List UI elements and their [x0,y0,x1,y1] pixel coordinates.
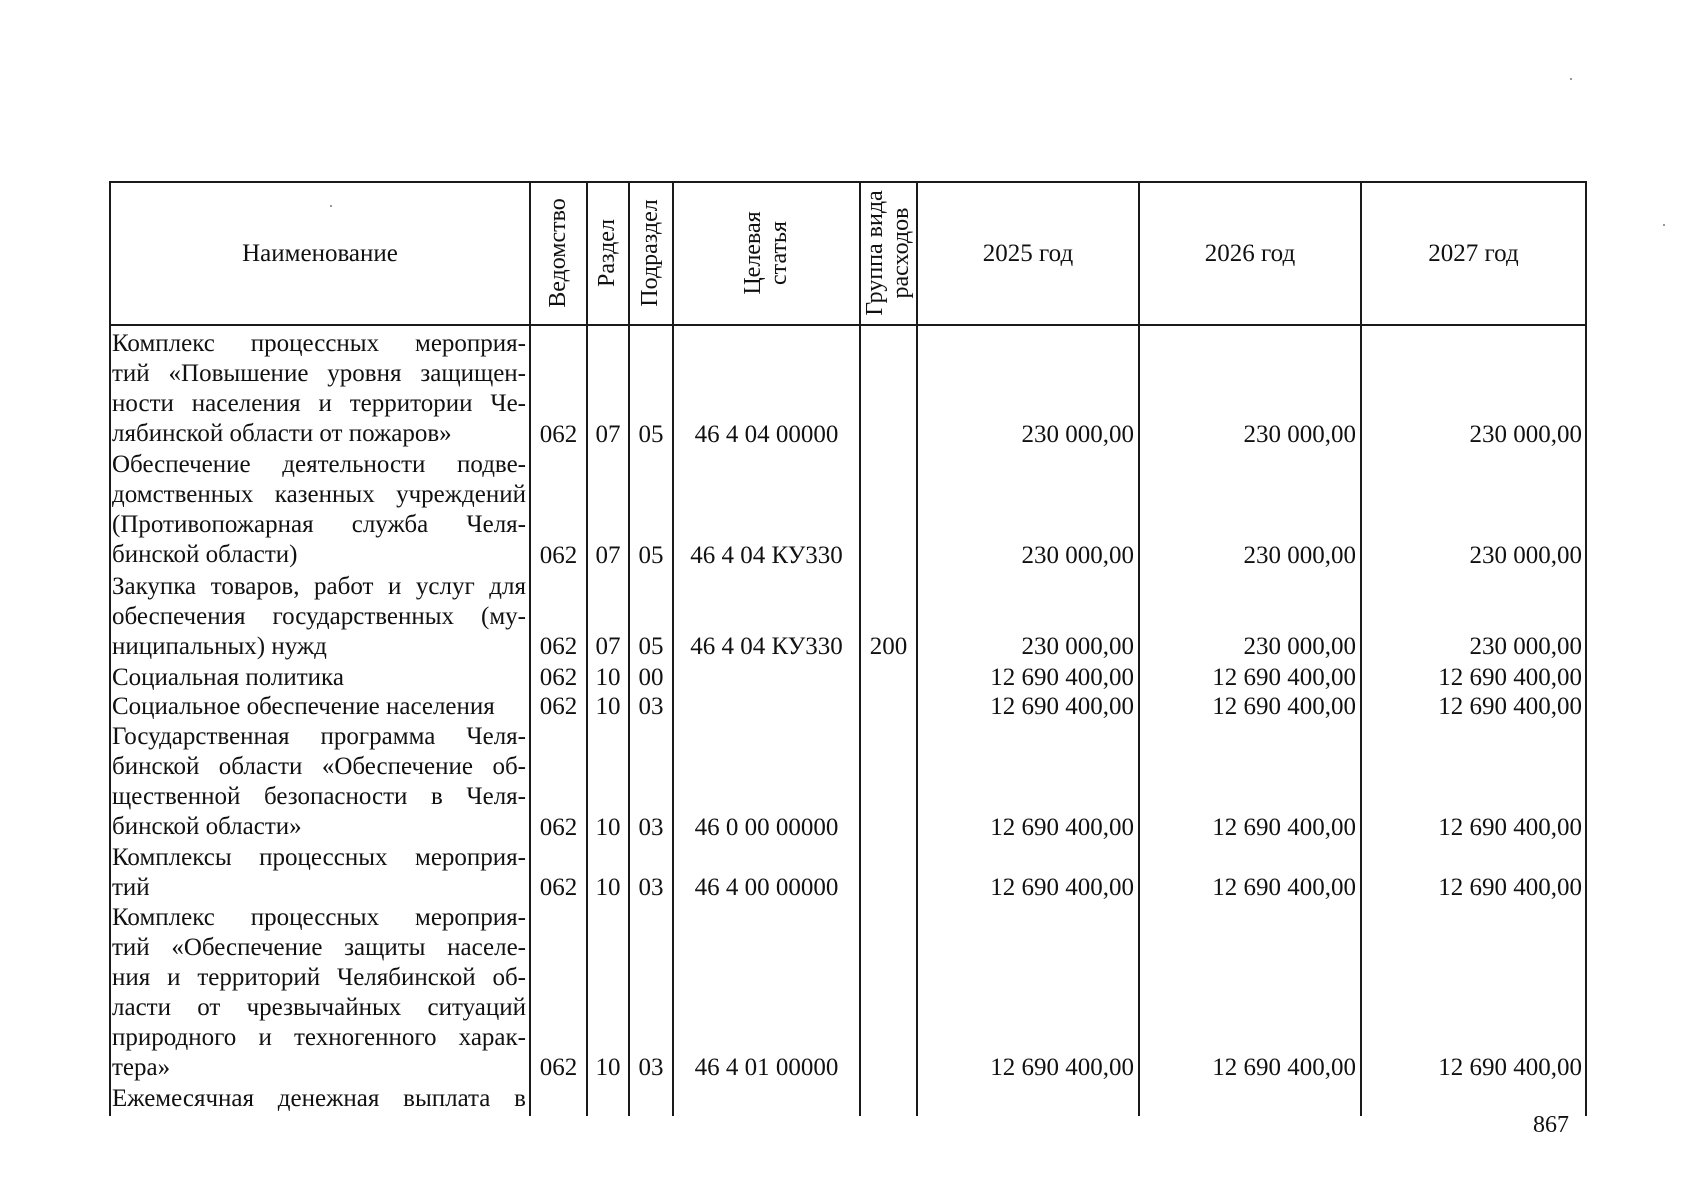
row-7-2025: 12 690 400,00 [990,874,1134,901]
row-6-podrazdel: 03 [638,814,664,841]
row-4-2027: 12 690 400,00 [1438,664,1582,691]
row-5-2025: 12 690 400,00 [990,693,1134,720]
row-1-vedomstvo: 062 [539,421,578,448]
row-8-name-line: природного и техногенного харак- [112,1024,526,1051]
row-3-2027: 230 000,00 [1469,633,1582,660]
row-3-vedomstvo: 062 [539,633,578,660]
row-6-razdel: 10 [595,814,621,841]
row-2-vedomstvo: 062 [539,542,578,569]
row-3-name [112,572,526,662]
row-3-name-line: ниципальных) нужд [112,633,327,660]
row-3-celevaya: 46 4 04 КУ330 [690,633,843,660]
header-2025 [918,183,1138,324]
row-8-vedomstvo: 062 [539,1054,578,1081]
row-6-vedomstvo: 062 [539,814,578,841]
row-7-name-line: тий [112,874,150,901]
row-6-name-line: бинской области» [112,813,302,840]
row-8-name-line: ния и территорий Челябинской об- [112,964,526,991]
scan-speck [1663,224,1665,226]
row-3-name-line: обеспечения государственных (му- [112,603,526,630]
row-6-2025: 12 690 400,00 [990,814,1134,841]
header-podrazdel: Подраздел [637,199,663,307]
row-8-razdel: 10 [595,1054,621,1081]
row-6-name-line: Государственная программа Челя- [112,723,526,750]
page-number: 867 [1533,1112,1569,1138]
row-5-2026: 12 690 400,00 [1212,693,1356,720]
header-bottom-border [109,324,1587,326]
row-8-podrazdel: 03 [638,1054,664,1081]
row-8-celevaya: 46 4 01 00000 [694,1054,839,1081]
row-1-name-line: тий «Повышение уровня защищен- [112,360,526,387]
row-5-podrazdel: 03 [638,693,664,720]
header-celevaya-line2: статья [766,221,792,285]
scan-speck [330,205,332,207]
row-5-2027: 12 690 400,00 [1438,693,1582,720]
row-2-name-line: бинской области) [112,541,298,568]
row-2-name-line: Обеспечение деятельности подве- [112,451,526,478]
header-celevaya-line1: Целевая [740,211,766,295]
header-celevaya [740,211,792,294]
row-1-celevaya: 46 4 04 00000 [694,421,839,448]
header-razdel: Раздел [594,219,620,287]
header-2027 [1362,183,1585,324]
row-2-podrazdel: 05 [638,542,664,569]
row-4-2026: 12 690 400,00 [1212,664,1356,691]
row-3-name-line: Закупка товаров, работ и услуг для [112,573,526,600]
row-8-name-line: тий «Обеспечение защиты населе- [112,934,526,961]
row-3-podrazdel: 05 [638,633,664,660]
row-1-2025: 230 000,00 [1021,421,1134,448]
row-2-razdel: 07 [595,542,621,569]
row-2-name-line: домственных казенных учреждений [112,481,526,508]
row-5-razdel: 10 [595,693,621,720]
row-4-vedomstvo: 062 [539,664,578,691]
row-8-2025: 12 690 400,00 [990,1054,1134,1081]
row-2-2025: 230 000,00 [1021,542,1134,569]
header-2026 [1140,183,1360,324]
row-6-name [112,722,526,842]
row-4-podrazdel: 00 [638,664,664,691]
header-name-label: Наименование [242,239,398,267]
row-4-name-line: Социальная политика [112,664,344,691]
header-2025-label: 2025 год [982,239,1074,267]
row-6-name-line: щественной безопасности в Челя- [112,783,526,810]
row-7-name-line: Комплексы процессных мероприя- [112,844,526,871]
row-3-2025: 230 000,00 [1021,633,1134,660]
row-5-name [112,692,526,722]
row-1-name-line: Комплекс процессных мероприя- [112,330,526,357]
row-2-2026: 230 000,00 [1243,542,1356,569]
row-1-name-line: ности населения и территории Че- [112,390,526,417]
row-8-2027: 12 690 400,00 [1438,1054,1582,1081]
row-8-name [112,903,526,1083]
row-8-2026: 12 690 400,00 [1212,1054,1356,1081]
row-2-name [112,450,526,570]
row-5-vedomstvo: 062 [539,693,578,720]
row-1-2026: 230 000,00 [1243,421,1356,448]
row-4-name [112,663,526,693]
row-1-2027: 230 000,00 [1469,421,1582,448]
scan-speck [1570,78,1572,80]
row-2-2027: 230 000,00 [1469,542,1582,569]
header-gruppa-line1: Группа вида [862,190,888,316]
header-2027-label: 2027 год [1428,239,1519,267]
row-1-name-line: лябинской области от пожаров» [112,420,452,447]
row-7-vedomstvo: 062 [539,874,578,901]
row-6-2027: 12 690 400,00 [1438,814,1582,841]
row-2-name-line: (Противопожарная служба Челя- [112,511,526,538]
row-1-podrazdel: 05 [638,421,664,448]
row-6-2026: 12 690 400,00 [1212,814,1356,841]
row-7-name [112,843,526,903]
header-name [111,183,529,324]
row-4-razdel: 10 [595,664,621,691]
table-border-right [1585,182,1587,1116]
row-6-name-line: бинской области «Обеспечение об- [112,753,526,780]
row-8-name-line: тера» [112,1054,171,1081]
row-5-name-line: Социальное обеспечение населения [112,693,495,720]
row-1-name [112,329,526,449]
row-3-razdel: 07 [595,633,621,660]
header-gruppa-line2: расходов [888,207,914,299]
row-6-celevaya: 46 0 00 00000 [694,814,839,841]
row-9-name [112,1084,526,1114]
row-4-2025: 12 690 400,00 [990,664,1134,691]
row-8-name-line: ласти от чрезвычайных ситуаций [112,994,526,1021]
row-3-2026: 230 000,00 [1243,633,1356,660]
row-7-razdel: 10 [595,874,621,901]
row-7-2027: 12 690 400,00 [1438,874,1582,901]
row-7-podrazdel: 03 [638,874,664,901]
row-1-razdel: 07 [595,421,621,448]
row-2-celevaya: 46 4 04 КУ330 [690,542,843,569]
header-2026-label: 2026 год [1204,239,1296,267]
row-7-2026: 12 690 400,00 [1212,874,1356,901]
header-gruppa [862,190,914,315]
header-vedomstvo: Ведомство [545,198,571,308]
row-3-gruppa: 200 [869,633,908,660]
row-8-name-line: Комплекс процессных мероприя- [112,904,526,931]
row-7-celevaya: 46 4 00 00000 [694,874,839,901]
row-9-name-line: Ежемесячная денежная выплата в [112,1085,526,1112]
